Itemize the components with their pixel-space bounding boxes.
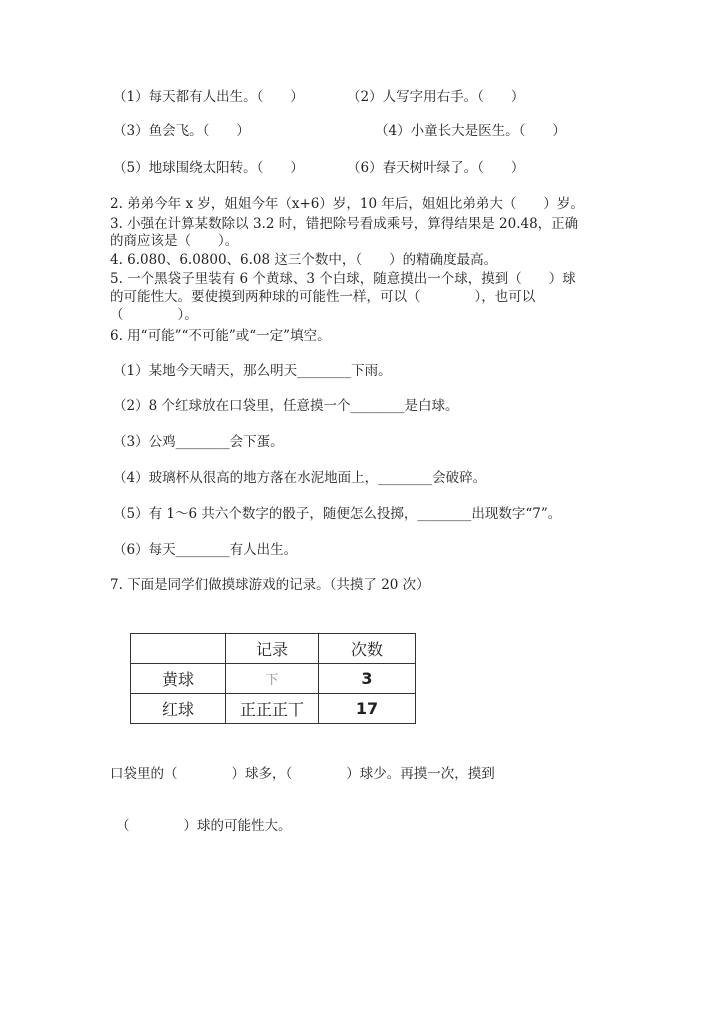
question-7-answer-line-1: 口袋里的（ ）球多，（ ）球少。再摸一次，摸到	[110, 766, 495, 782]
q6-item-1: （1）某地今天晴天，那么明天________下雨。	[113, 363, 392, 379]
table-row	[131, 694, 416, 724]
q6-item-6: （6）每天________有人出生。	[113, 542, 298, 558]
table-row	[131, 664, 416, 694]
tally-table	[130, 633, 416, 724]
table-header-blank	[131, 634, 226, 664]
question-3-line-1: 3. 小强在计算某数除以 3.2 时，错把除号看成乘号，算得结果是 20.48，正确	[110, 216, 579, 232]
question-6-title: 6. 用“可能”“不可能”或“一定”填空。	[110, 328, 331, 344]
table-header-row	[131, 634, 416, 664]
question-5-line-3: （ ）。	[110, 307, 198, 323]
q6-item-3: （3）公鸡________会下蛋。	[113, 434, 284, 450]
row-ball-name: 黄球	[131, 664, 226, 694]
q1-item-5: （5）地球围绕太阳转。（ ）	[113, 160, 304, 176]
table-header-count: 次数	[319, 634, 416, 664]
q1-item-1: （1）每天都有人出生。（ ）	[113, 89, 304, 105]
q6-item-5: （5）有 1～6 共六个数字的骰子，随便怎么投掷，________出现数字“7”。	[113, 506, 562, 522]
row-count: 3	[319, 664, 416, 694]
question-2: 2. 弟弟今年 x 岁，姐姐今年（x+6）岁，10 年后，姐姐比弟弟大（ ）岁。	[110, 196, 584, 212]
q1-item-4: （4）小童长大是医生。（ ）	[375, 123, 566, 139]
row-tally: 正正正丅	[226, 694, 319, 724]
q1-item-2: （2）人写字用右手。（ ）	[347, 89, 525, 105]
question-7-answer-line-2: （ ）球的可能性大。	[116, 818, 292, 834]
question-3-line-2: 的商应该是（ ）。	[110, 233, 239, 249]
question-4: 4. 6.080、6.0800、6.08 这三个数中，（ ）的精确度最高。	[110, 252, 498, 268]
q1-item-6: （6）春天树叶绿了。（ ）	[347, 160, 525, 176]
row-tally: 下	[226, 664, 319, 694]
question-7-title: 7. 下面是同学们做摸球游戏的记录。（共摸了 20 次）	[110, 577, 430, 593]
question-5-line-1: 5. 一个黑袋子里装有 6 个黄球、3 个白球，随意摸出一个球，摸到（ ）球	[110, 271, 576, 287]
q6-item-4: （4）玻璃杯从很高的地方落在水泥地面上，________会破碎。	[113, 470, 487, 486]
row-ball-name: 红球	[131, 694, 226, 724]
row-count: 17	[319, 694, 416, 724]
q6-item-2: （2）8 个红球放在口袋里，任意摸一个________是白球。	[113, 398, 459, 414]
question-5-line-2: 的可能性大。要使摸到两种球的可能性一样，可以（ ），也可以	[110, 289, 536, 305]
q1-item-3: （3）鱼会飞。（ ）	[113, 123, 250, 139]
table-header-record: 记录	[226, 634, 319, 664]
